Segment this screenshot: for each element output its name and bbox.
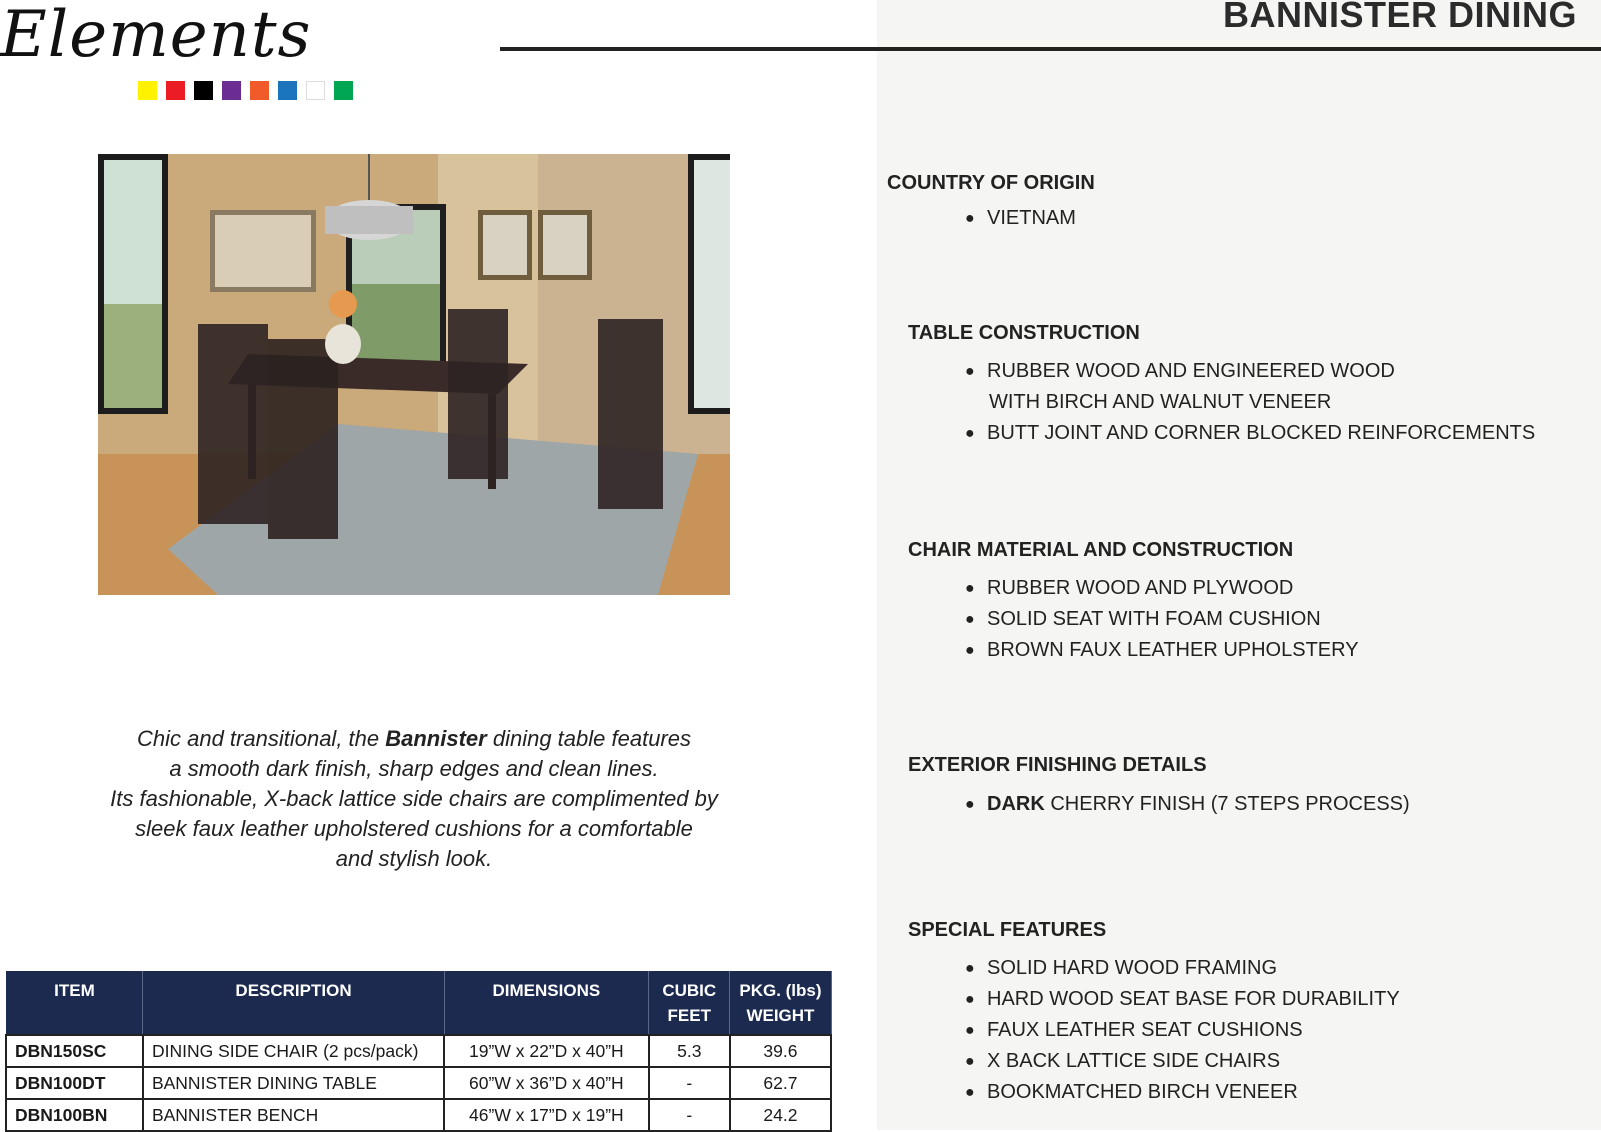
color-swatch [138, 81, 157, 100]
bullet-list [965, 356, 1535, 449]
cell-item: DBN100DT [6, 1067, 143, 1099]
section-exterior-finishing [908, 754, 1410, 820]
cell-weight: 62.7 [730, 1067, 831, 1099]
cell-dimensions: 60”W x 36”D x 40”H [444, 1067, 649, 1099]
cell-dimensions: 46”W x 17”D x 19”H [444, 1099, 649, 1131]
section-chair-construction [908, 539, 1359, 666]
cell-description: BANNISTER BENCH [143, 1099, 444, 1131]
section-table-construction [908, 322, 1535, 449]
description-line: Its fashionable, X-back lattice side chairs are complimented by [110, 786, 718, 811]
description-line: and stylish look. [335, 846, 493, 871]
finish-emphasis: DARK [987, 793, 1045, 815]
header-item: ITEM [6, 972, 143, 1036]
description-text: dining table features [486, 726, 691, 751]
list-item-continuation: WITH BIRCH AND WALNUT VENEER [989, 391, 1332, 413]
cell-description: BANNISTER DINING TABLE [143, 1067, 444, 1099]
list-item: ● BROWN FAUX LEATHER UPHOLSTERY [965, 635, 1359, 666]
header-text: WEIGHT [746, 1006, 815, 1025]
color-swatch [306, 81, 325, 100]
list-item: ● SOLID SEAT WITH FOAM CUSHION [965, 604, 1359, 635]
list-item [965, 789, 1410, 820]
product-description [98, 724, 730, 874]
dining-room-illustration [98, 154, 730, 595]
header-weight [730, 972, 831, 1036]
cell-item: DBN150SC [6, 1035, 143, 1067]
description-line: a smooth dark finish, sharp edges and clean lines. [169, 756, 659, 781]
bullet-list [965, 789, 1410, 820]
list-item: ● VIETNAM [965, 203, 1095, 234]
description-text: Chic and transitional, the [136, 726, 386, 751]
table-row [6, 1067, 831, 1099]
header-rule [500, 47, 1601, 51]
section-heading: EXTERIOR FINISHING DETAILS [908, 754, 1207, 776]
cell-description: DINING SIDE CHAIR (2 pcs/pack) [143, 1035, 444, 1067]
color-swatch [250, 81, 269, 100]
color-swatches [138, 81, 353, 100]
color-swatch [194, 81, 213, 100]
table-row [6, 1099, 831, 1131]
section-heading: CHAIR MATERIAL AND CONSTRUCTION [908, 539, 1294, 561]
section-heading: SPECIAL FEATURES [908, 919, 1107, 941]
bullet-list [965, 203, 1095, 234]
finish-text: CHERRY FINISH (7 STEPS PROCESS) [1044, 793, 1410, 815]
product-spec-table [5, 971, 832, 1132]
header-text: FEET [667, 1006, 711, 1025]
cell-cubic: - [649, 1067, 730, 1099]
section-country-of-origin [887, 172, 1095, 234]
list-item: ● RUBBER WOOD AND ENGINEERED WOOD [965, 356, 1535, 387]
color-swatch [334, 81, 353, 100]
list-item: ● X BACK LATTICE SIDE CHAIRS [965, 1046, 1400, 1077]
header-text: PKG. (lbs) [739, 981, 822, 1000]
section-special-features [908, 919, 1400, 1108]
cell-dimensions: 19”W x 22”D x 40”H [444, 1035, 649, 1067]
bullet-list [965, 953, 1400, 1108]
cell-weight: 39.6 [730, 1035, 831, 1067]
table-row [6, 1035, 831, 1067]
description-line [98, 724, 730, 754]
color-swatch [278, 81, 297, 100]
cell-weight: 24.2 [730, 1099, 831, 1131]
cell-cubic: 5.3 [649, 1035, 730, 1067]
header-cubic-feet [649, 972, 730, 1036]
list-item: ● FAUX LEATHER SEAT CUSHIONS [965, 1015, 1400, 1046]
brand-logo: Elements [0, 0, 312, 72]
list-item: ● HARD WOOD SEAT BASE FOR DURABILITY [965, 984, 1400, 1015]
list-item: ● BUTT JOINT AND CORNER BLOCKED REINFORCEMENTS [965, 418, 1535, 449]
product-name: Bannister [385, 726, 487, 751]
table-header-row [6, 972, 831, 1036]
color-swatch [222, 81, 241, 100]
list-item: ● RUBBER WOOD AND PLYWOOD [965, 573, 1359, 604]
section-heading: TABLE CONSTRUCTION [908, 322, 1140, 344]
list-item: ● SOLID HARD WOOD FRAMING [965, 953, 1400, 984]
page-title: BANNISTER DINING [1222, 0, 1577, 35]
bullet-list [965, 573, 1359, 666]
color-swatch [166, 81, 185, 100]
cell-item: DBN100BN [6, 1099, 143, 1131]
cell-cubic: - [649, 1099, 730, 1131]
description-line: sleek faux leather upholstered cushions for a comfortable [135, 816, 693, 841]
list-item: ● BOOKMATCHED BIRCH VENEER [965, 1077, 1400, 1108]
header-dimensions: DIMENSIONS [444, 972, 649, 1036]
header-description: DESCRIPTION [143, 972, 444, 1036]
header-text: CUBIC [662, 981, 717, 1000]
section-heading: COUNTRY OF ORIGIN [887, 172, 1095, 194]
dining-room-photo [98, 154, 730, 595]
